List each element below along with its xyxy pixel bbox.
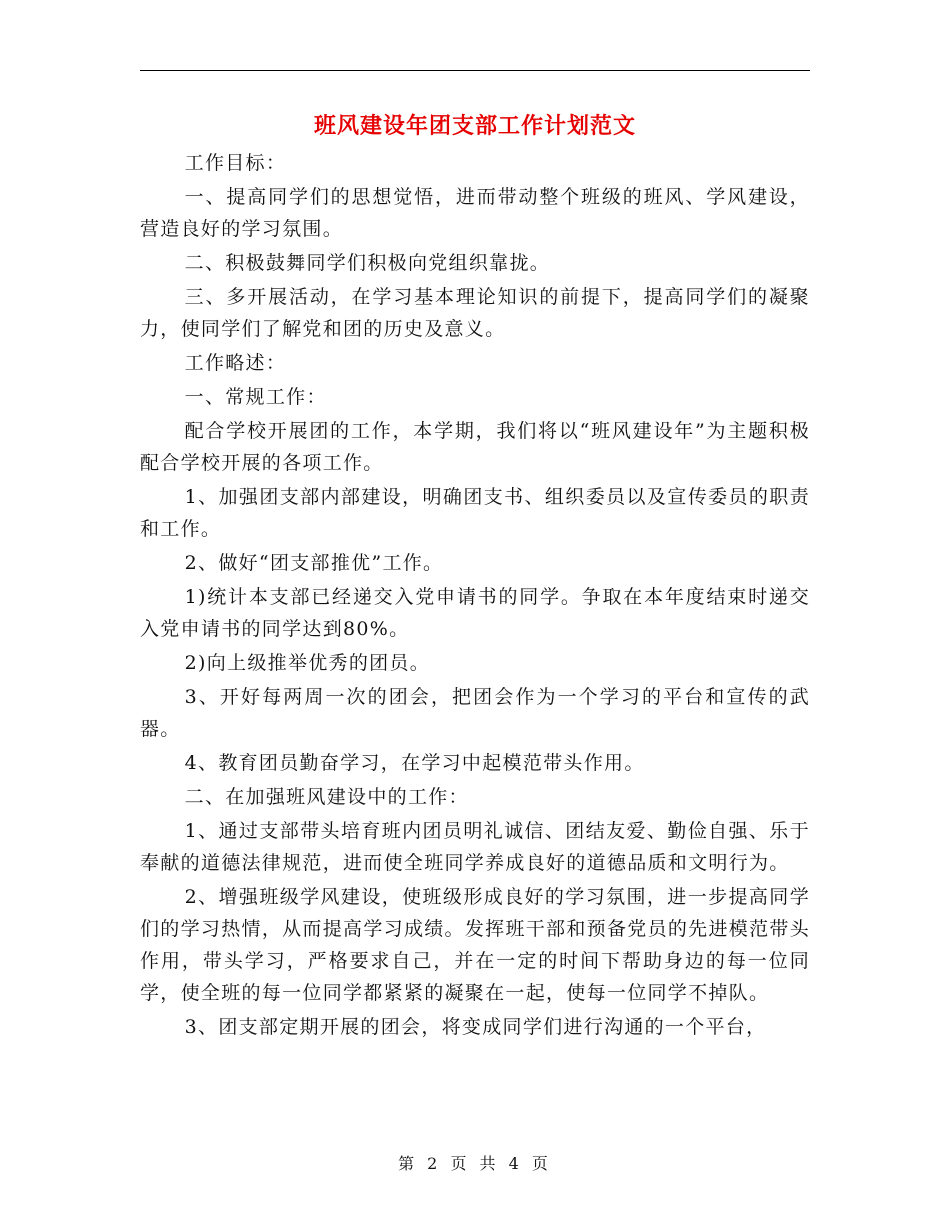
document-title: 班风建设年团支部工作计划范文 <box>313 113 636 139</box>
paragraph: 1、加强团支部内部建设，明确团支书、组织委员以及宣传委员的职责和工作。 <box>140 486 810 540</box>
paragraph: 二、在加强班风建设中的工作： <box>184 786 469 808</box>
paragraph: 2)向上级推举优秀的团员。 <box>184 652 431 674</box>
paragraph: 二、积极鼓舞同学们积极向党组织靠拢。 <box>184 252 551 274</box>
paragraph: 工作目标： <box>184 152 287 174</box>
paragraph: 1)统计本支部已经递交入党申请书的同学。争取在本年度结束时递交入党申请书的同学达到80%。 <box>140 586 810 640</box>
paragraph: 配合学校开展团的工作，本学期，我们将以“班风建设年”为主题积极配合学校开展的各项工作。 <box>140 420 810 474</box>
paragraph: 一、常规工作： <box>184 386 327 408</box>
document-body <box>140 147 810 1045</box>
paragraph: 4、教育团员勤奋学习，在学习中起模范带头作用。 <box>184 752 645 774</box>
paragraph: 1、通过支部带头培育班内团员明礼诚信、团结友爱、勤俭自强、乐于奉献的道德法律规范，进而使全班同学养成良好的道德品质和文明行为。 <box>140 820 810 874</box>
paragraph: 三、多开展活动，在学习基本理论知识的前提下，提高同学们的凝聚力，使同学们了解党和团的历史及意义。 <box>140 286 810 340</box>
paragraph: 一、提高同学们的思想觉悟，进而带动整个班级的班风、学风建设，营造良好的学习氛围。 <box>140 186 810 240</box>
paragraph: 2、做好“团支部推优”工作。 <box>184 552 444 574</box>
paragraph: 工作略述： <box>184 352 287 374</box>
page-footer: 第 2 页 共 4 页 <box>398 1154 552 1173</box>
paragraph: 3、开好每两周一次的团会，把团会作为一个学习的平台和宣传的武器。 <box>140 686 810 740</box>
paragraph: 3、团支部定期开展的团会，将变成同学们进行沟通的一个平台， <box>184 1016 767 1038</box>
paragraph: 2、增强班级学风建设，使班级形成良好的学习氛围，进一步提高同学们的学习热情，从而提高学习成绩。发挥班干部和预备党员的先进模范带头作用，带头学习，严格要求自己，并在一定的时间下帮助身边的每一位同学，使全班的每一位同学都紧紧的凝聚在一起，使每一位同学不掉队。 <box>140 886 810 1004</box>
header-rule <box>140 70 810 71</box>
